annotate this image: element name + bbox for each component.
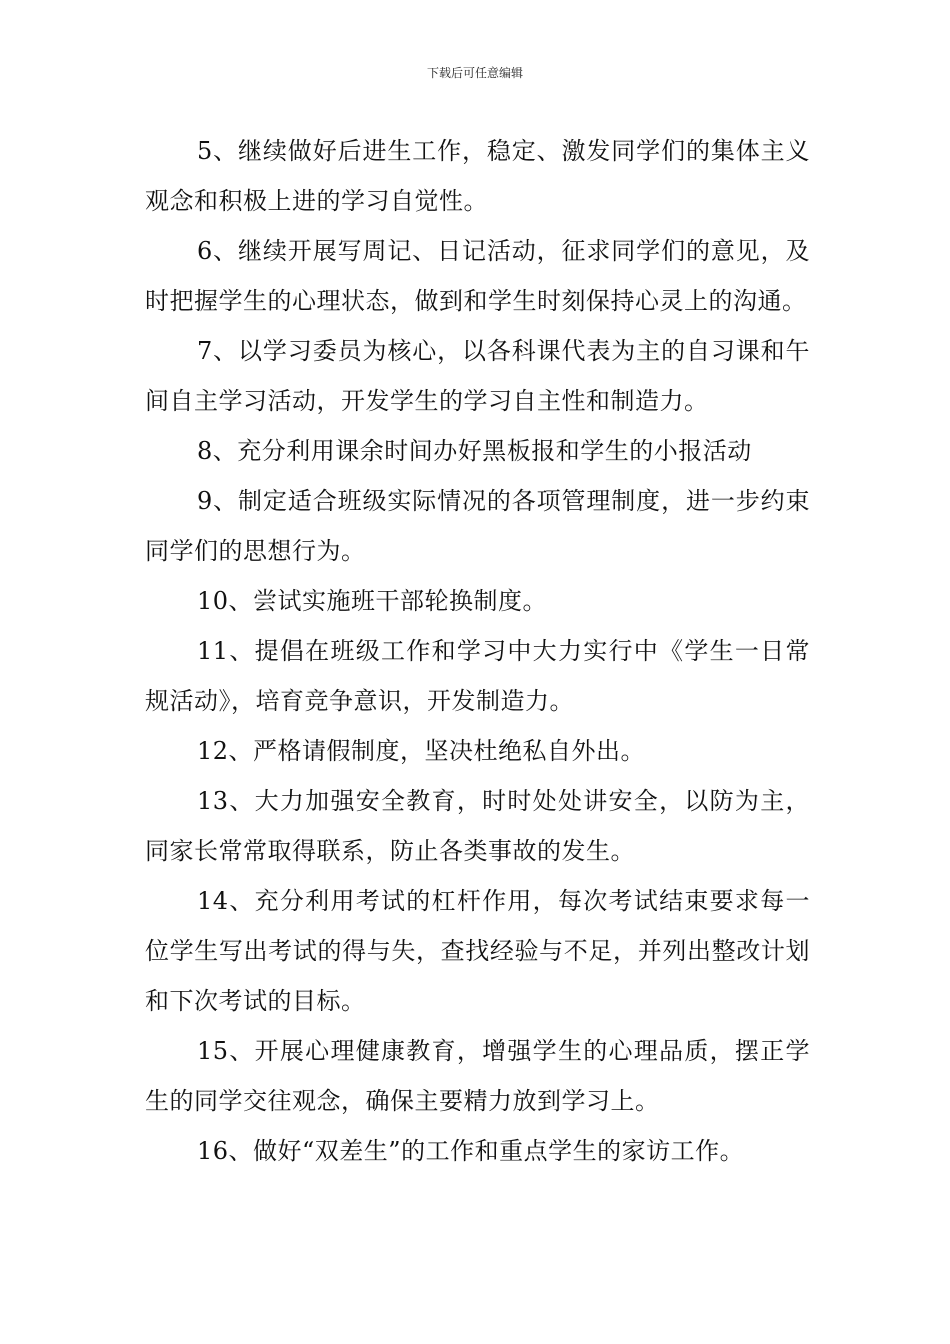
paragraph-item-16: 16、做好“双差生”的工作和重点学生的家访工作。 (197, 1137, 745, 1165)
paragraph-item-13: 13、大力加强安全教育，时时处处讲安全，以防为主，同家长常常取得联系，防止各类事故的发生。 (145, 787, 810, 865)
page-header: 下载后可任意编辑 (426, 66, 523, 80)
document-body (145, 126, 810, 1176)
paragraph-item-10: 10、尝试实施班干部轮换制度。 (197, 587, 548, 615)
paragraph-item-12: 12、严格请假制度，坚决杜绝私自外出。 (197, 737, 646, 765)
paragraph-item-15: 15、开展心理健康教育，增强学生的心理品质，摆正学生的同学交往观念，确保主要精力放到学习上。 (145, 1037, 810, 1115)
paragraph-item-9: 9、制定适合班级实际情况的各项管理制度，进一步约束同学们的思想行为。 (145, 487, 810, 565)
paragraph-item-7: 7、以学习委员为核心，以各科课代表为主的自习课和午间自主学习活动，开发学生的学习自主性和制造力。 (145, 337, 810, 415)
paragraph-item-5: 5、继续做好后进生工作，稳定、激发同学们的集体主义观念和积极上进的学习自觉性。 (145, 137, 810, 215)
paragraph-item-11: 11、提倡在班级工作和学习中大力实行中《学生一日常规活动》，培育竞争意识，开发制造力。 (145, 637, 810, 715)
paragraph-item-8: 8、充分利用课余时间办好黑板报和学生的小报活动 (197, 437, 752, 465)
paragraph-item-6: 6、继续开展写周记、日记活动，征求同学们的意见，及时把握学生的心理状态，做到和学生时刻保持心灵上的沟通。 (145, 237, 810, 315)
paragraph-item-14: 14、充分利用考试的杠杆作用，每次考试结束要求每一位学生写出考试的得与失，查找经验与不足，并列出整改计划和下次考试的目标。 (145, 887, 810, 1015)
